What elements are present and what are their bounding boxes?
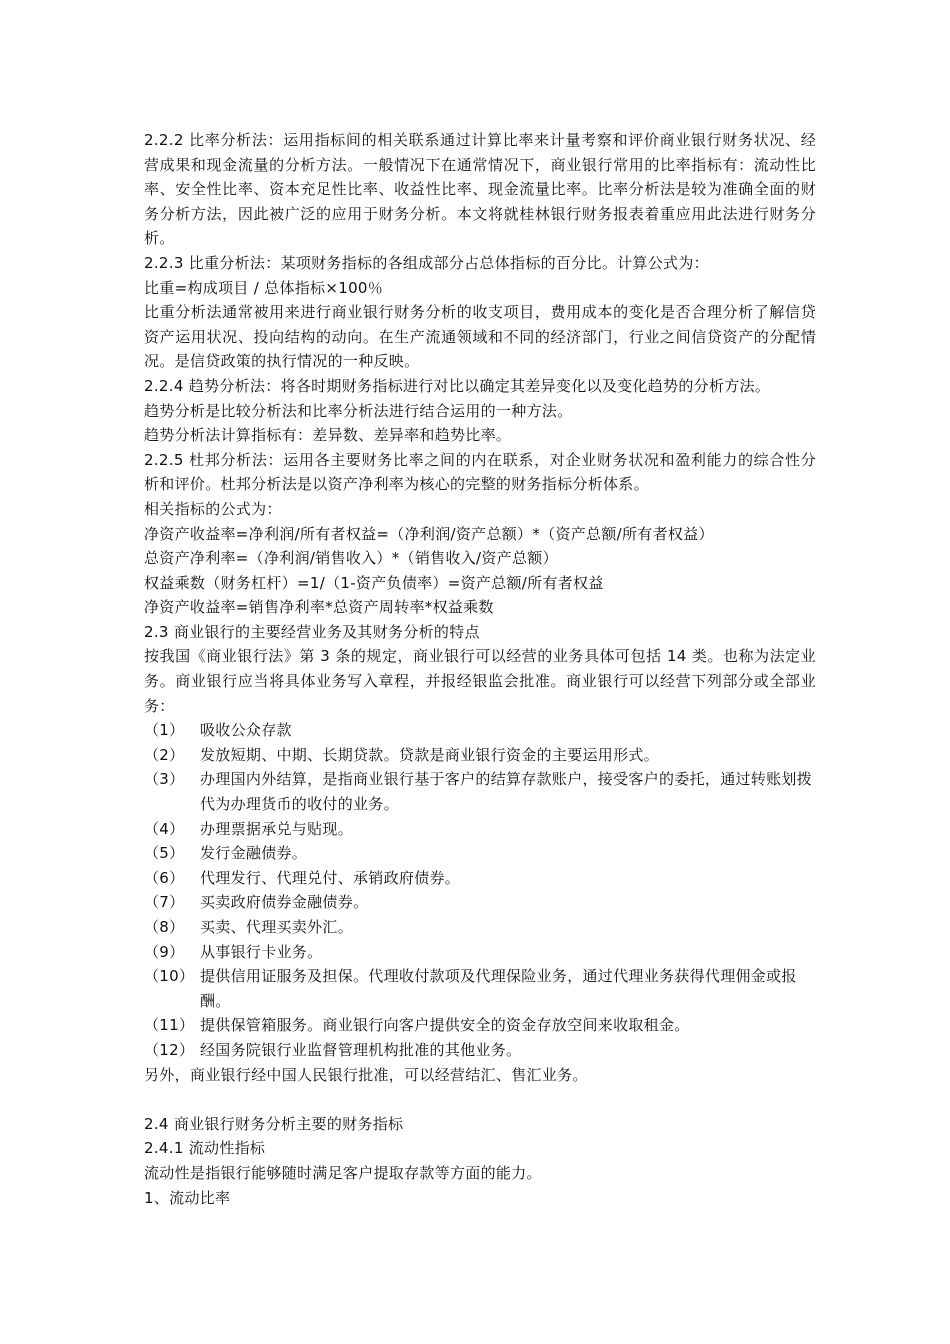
business-item-text: 买卖、代理买卖外汇。 [200, 918, 354, 936]
business-item-number: （8） [144, 918, 185, 936]
business-item-number: （6） [144, 868, 185, 887]
business-item-number: （11） [144, 1016, 195, 1035]
business-list-item [144, 767, 816, 816]
formula-line: 净资产收益率=销售净利率*总资产周转率*权益乘数 [144, 598, 494, 617]
business-item-number: （2） [144, 745, 185, 764]
trend-description: 趋势分析是比较分析法和比率分析法进行结合运用的一种方法。 [144, 401, 573, 420]
business-item-number: （7） [144, 893, 185, 912]
business-item-text: 提供保管箱服务。商业银行向客户提供安全的资金存放空间来收取租金。 [200, 1016, 690, 1035]
business-item-number: （4） [144, 819, 185, 838]
business-list-item [144, 915, 816, 940]
business-list-item [144, 817, 816, 842]
section-2-4-1-heading: 2.4.1 流动性指标 [144, 1139, 266, 1158]
business-item-number: （3） [144, 770, 185, 789]
business-list-item [144, 964, 816, 1013]
business-item-number: （1） [144, 721, 185, 740]
business-item-text: 经国务院银行业监督管理机构批准的其他业务。 [200, 1040, 522, 1059]
business-item-text: 吸收公众存款 [200, 721, 292, 740]
liquidity-ratio-heading: 1、流动比率 [144, 1188, 231, 1207]
business-item-text: 买卖政府债券金融债券。 [200, 893, 369, 912]
section-2-3-intro: 按我国《商业银行法》第 3 条的规定，商业银行可以经营的业务具体可包括 14 类。也称为法定业务。商业银行应当将具体业务写入章程，并报经银监会批准。商业银行可以经营下列部分或全部业务： [144, 647, 816, 715]
business-list-item [144, 743, 816, 768]
business-item-text: 发行金融债券。 [200, 844, 308, 863]
business-list-item [144, 1013, 816, 1038]
business-item-text: 办理票据承兑与贴现。 [200, 819, 354, 838]
trend-indicators: 趋势分析法计算指标有：差异数、差异率和趋势比率。 [144, 426, 512, 445]
section-2-4-heading: 2.4 商业银行财务分析主要的财务指标 [144, 1114, 404, 1133]
business-list-item [144, 841, 816, 866]
formula-line: 总资产净利率=（净利润/销售收入）*（销售收入/资产总额） [144, 549, 558, 568]
document-body [144, 128, 816, 1210]
business-list-item [144, 866, 816, 891]
business-item-text: 提供信用证服务及担保。代理收付款项及代理保险业务，通过代理业务获得代理佣金或报酬。 [200, 967, 797, 1010]
proportion-description: 比重分析法通常被用来进行商业银行财务分析的收支项目，费用成本的变化是否合理分析了解信贷资产运用状况、投向结构的动向。在生产流通领域和不同的经济部门，行业之间信贷资产的分配情况。是信贷政策的执行情况的一种反映。 [144, 303, 816, 371]
section-2-2-3-paragraph: 2.2.3 比重分析法：某项财务指标的各组成部分占总体指标的百分比。计算公式为： [144, 253, 709, 272]
business-list-item [144, 890, 816, 915]
business-list-item [144, 940, 816, 965]
business-list-item [144, 1038, 816, 1063]
proportion-formula: 比重=构成项目 / 总体指标×100％ [144, 278, 384, 297]
business-item-number: （10） [144, 967, 195, 986]
section-2-2-4-paragraph: 2.2.4 趋势分析法：将各时期财务指标进行对比以确定其差异变化以及变化趋势的分析方法。 [144, 376, 771, 395]
section-2-2-5-paragraph: 2.2.5 杜邦分析法：运用各主要财务比率之间的内在联系，对企业财务状况和盈利能力的综合性分析和评价。杜邦分析法是以资产净利率为核心的完整的财务指标分析体系。 [144, 450, 816, 494]
formula-line: 净资产收益率=净利润/所有者权益=（净利润/资产总额）*（资产总额/所有者权益） [144, 524, 714, 543]
liquidity-description: 流动性是指银行能够随时满足客户提取存款等方面的能力。 [144, 1163, 542, 1182]
section-2-2-2-paragraph: 2.2.2 比率分析法：运用指标间的相关联系通过计算比率来计量考察和评价商业银行财务状况、经营成果和现金流量的分析方法。一般情况下在通常情况下，商业银行常用的比率指标有：流动性比率、安全性比率、资本充足性比率、收益性比率、现金流量比率。比率分析法是较为准确全面的财务分析方法，因此被广泛的应用于财务分析。本文将就桂林银行财务报表着重应用此法进行财务分析。 [144, 131, 816, 248]
business-item-number: （5） [144, 844, 185, 863]
business-list-item [144, 718, 816, 743]
business-item-text: 从事银行卡业务。 [200, 942, 323, 961]
business-item-text: 代理发行、代理兑付、承销政府债券。 [200, 868, 461, 887]
section-2-3-extra: 另外，商业银行经中国人民银行批准，可以经营结汇、售汇业务。 [144, 1065, 588, 1084]
blank-line [144, 1087, 816, 1112]
formula-intro: 相关指标的公式为： [144, 499, 282, 518]
business-item-number: （9） [144, 942, 185, 961]
business-item-text: 发放短期、中期、长期贷款。贷款是商业银行资金的主要运用形式。 [200, 745, 660, 764]
business-item-number: （12） [144, 1040, 195, 1059]
section-2-3-heading: 2.3 商业银行的主要经营业务及其财务分析的特点 [144, 622, 480, 641]
formula-line: 权益乘数（财务杠杆）=1/（1-资产负债率）=资产总额/所有者权益 [144, 573, 604, 592]
business-item-text: 办理国内外结算，是指商业银行基于客户的结算存款账户，接受客户的委托，通过转账划拨代为办理货币的收付的业务。 [200, 770, 813, 814]
